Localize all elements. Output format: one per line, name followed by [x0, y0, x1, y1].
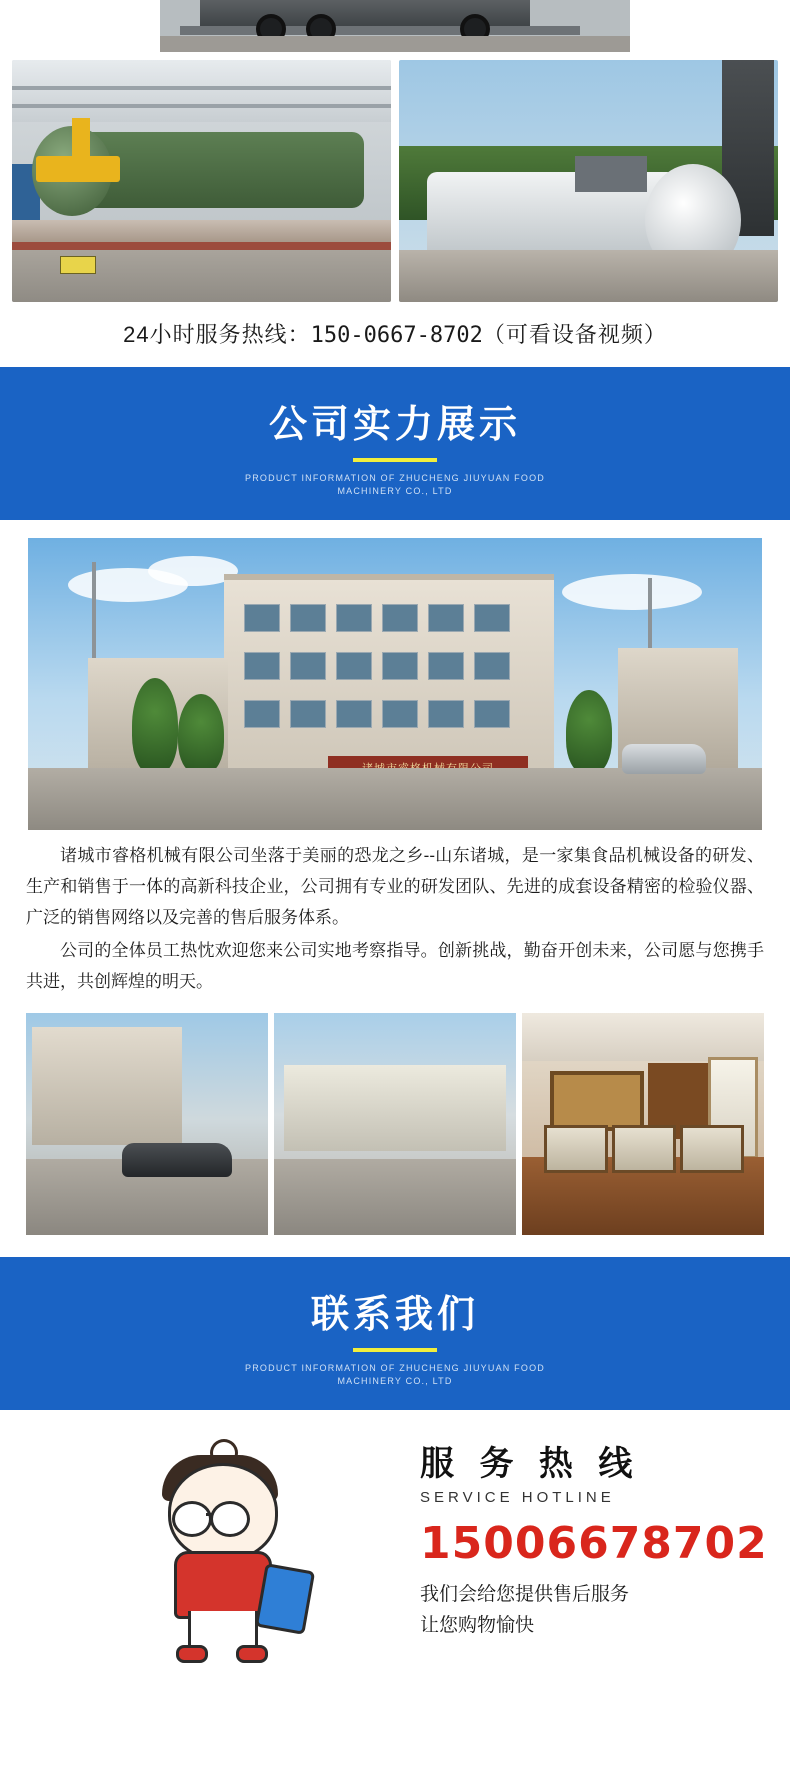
building-window: [244, 700, 280, 728]
description-paragraph-2: 公司的全体员工热忱欢迎您来公司实地考察指导。创新挑战，勤奋开创未来，公司愿与您携手共进，共创辉煌的明天。: [26, 941, 764, 991]
road-surface: [160, 36, 630, 52]
parked-car: [122, 1143, 232, 1177]
green-autoclave-photo: [12, 60, 391, 302]
armchair: [544, 1125, 608, 1173]
building-window: [474, 652, 510, 680]
after-sales-line-1: 我们会给您提供售后服务: [420, 1584, 630, 1605]
tree: [178, 694, 224, 774]
section-banner-strength: [0, 367, 790, 520]
legs: [188, 1611, 258, 1649]
truck-photo: [160, 0, 630, 52]
control-box: [575, 156, 647, 192]
cloud: [562, 574, 702, 610]
building-window: [382, 604, 418, 632]
building-window: [474, 700, 510, 728]
armchair: [680, 1125, 744, 1173]
license-plate: [60, 256, 96, 274]
wall-calligraphy: [550, 1071, 644, 1131]
workshop-exterior-photo: [274, 1013, 516, 1235]
office-frontage-photo: [26, 1013, 268, 1235]
building-window: [290, 652, 326, 680]
building-window: [382, 652, 418, 680]
building-window: [336, 700, 372, 728]
silver-autoclave-photo: [399, 60, 778, 302]
glasses-right-lens: [210, 1501, 250, 1537]
building-window: [428, 700, 464, 728]
shoe: [176, 1645, 208, 1663]
main-office-building: [224, 574, 554, 780]
roof-beam: [12, 86, 391, 90]
tree: [566, 690, 612, 774]
hotline-number: 150-0667-8702: [310, 323, 483, 348]
roof-beam: [12, 104, 391, 108]
tree: [132, 678, 178, 774]
building-window: [428, 652, 464, 680]
glasses-bridge: [206, 1513, 212, 1516]
ground-surface: [399, 250, 778, 302]
entrance-road: [28, 768, 762, 830]
truck-photo-strip: [0, 0, 790, 52]
parked-car: [622, 744, 706, 774]
hotline-prefix: 24小时服务热线：: [123, 322, 311, 347]
building-window: [244, 652, 280, 680]
company-description: [0, 830, 790, 1005]
facility-photo-row: [0, 1005, 790, 1235]
equipment-photo-row: [0, 52, 790, 302]
building-window: [428, 604, 464, 632]
banner-title: 公司实力展示: [268, 404, 521, 446]
service-hotline-title: 服 务 热 线: [420, 1445, 641, 1483]
contact-text-block: [410, 1436, 790, 1641]
ceiling: [522, 1013, 764, 1061]
banner-subtitle-line1: PRODUCT INFORMATION OF ZHUCHENG JIUYUAN FOOD: [245, 473, 545, 483]
hotline-suffix: （可看设备视频）: [482, 322, 667, 347]
banner-subtitle-line1: PRODUCT INFORMATION OF ZHUCHENG JIUYUAN FOOD: [245, 1363, 545, 1373]
office-building: [32, 1027, 182, 1145]
building-window: [290, 604, 326, 632]
building-window: [382, 700, 418, 728]
after-sales-line-2: 让您购物愉快: [420, 1615, 535, 1636]
banner-subtitle-line2: MACHINERY CO., LTD: [337, 1376, 453, 1386]
banner-title: 联系我们: [310, 1294, 479, 1336]
contact-section: [0, 1410, 790, 1671]
building-window: [290, 700, 326, 728]
flatbed-trailer: [12, 220, 391, 242]
yard-ground: [274, 1159, 516, 1235]
banner-subtitle-line2: MACHINERY CO., LTD: [337, 486, 453, 496]
service-hotline-subtitle: SERVICE HOTLINE: [420, 1489, 615, 1506]
tablet-icon: [255, 1563, 315, 1635]
mascot-boy-illustration: [110, 1439, 410, 1639]
banner-rule: [353, 1348, 437, 1352]
reception-room-photo: [522, 1013, 764, 1235]
factory-exterior-photo: [28, 538, 762, 830]
yellow-door-arm: [36, 156, 120, 182]
building-window: [244, 604, 280, 632]
building-window: [336, 652, 372, 680]
factory-photo-wrap: [0, 520, 790, 830]
glasses-left-lens: [172, 1501, 212, 1537]
armchair: [612, 1125, 676, 1173]
workshop-building: [284, 1065, 506, 1151]
section-banner-contact: [0, 1257, 790, 1410]
banner-rule: [353, 458, 437, 462]
building-window: [336, 604, 372, 632]
shoe: [236, 1645, 268, 1663]
description-paragraph-1: 诸城市睿格机械有限公司坐落于美丽的恐龙之乡--山东诸城，是一家集食品机械设备的研发、生产和销售于一体的高新科技企业，公司拥有专业的研发团队、先进的成套设备精密的检验仪器、广泛的销售网络以及完善的售后服务体系。: [26, 846, 764, 927]
workshop-roof: [12, 60, 391, 122]
building-window: [474, 604, 510, 632]
contact-phone-number[interactable]: 15006678702: [420, 1518, 768, 1569]
hotline-text-row: [0, 302, 790, 367]
truck-bed: [180, 26, 580, 35]
